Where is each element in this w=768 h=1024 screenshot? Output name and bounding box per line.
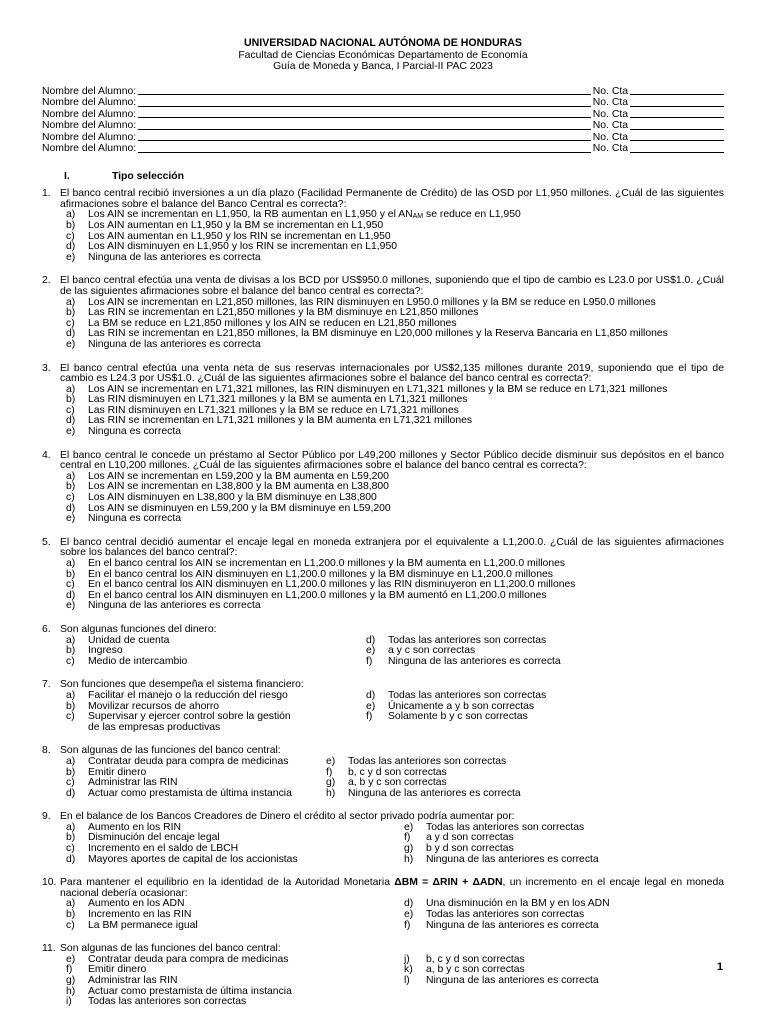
options-right-column [320, 757, 521, 799]
name-label: Nombre del Alumno: [42, 120, 137, 132]
option-letter: a) [66, 296, 76, 308]
option-text: Ingreso [88, 645, 123, 657]
question-item [42, 746, 724, 799]
option-subscript: AM [412, 213, 424, 221]
option-letter: a) [66, 755, 76, 767]
answer-option [60, 997, 398, 1008]
option-text: Las RIN se incrementan en L21,850 millones, la BM disminuye en L20,000 millones y la Reserva Bancaria en L1,850 millones [88, 328, 668, 340]
option-text: Ninguna es correcta [88, 426, 181, 438]
identity-formula: ΔBM = ΔRIN + ΔADN [394, 877, 503, 889]
option-text: Solamente b y c son correctas [388, 711, 528, 723]
question-stem: Son funciones que desempeña el sistema financiero: [60, 679, 304, 691]
cta-underline [630, 143, 724, 153]
section-number: I. [64, 170, 70, 182]
cta-label: No. Cta [592, 97, 628, 109]
option-text: Administrar las RIN [88, 777, 178, 789]
question-number: 4. [42, 449, 51, 461]
option-text: Todas las anteriores son correctas [88, 996, 247, 1008]
stem-part: , un incremento en el encaje legal en moneda nacional debería ocasionar: [60, 877, 725, 899]
option-text: Unidad de cuenta [88, 634, 170, 646]
cta-label: No. Cta [592, 85, 628, 97]
option-text: Ninguna de las anteriores es correcta [426, 919, 599, 931]
cta-label: No. Cta [592, 120, 628, 132]
option-letter: h) [66, 985, 76, 997]
student-name-row [42, 120, 724, 132]
option-text: Los AIN aumentan en L1,950 y los RIN se incrementan en L1,950 [88, 230, 391, 242]
answer-option [60, 514, 724, 525]
answer-option [60, 221, 724, 232]
option-text: Incremento en las RIN [88, 909, 192, 921]
answer-option [60, 559, 724, 570]
cta-underline [630, 120, 724, 130]
option-letter: d) [66, 853, 76, 865]
question-number: 2. [42, 275, 51, 287]
answer-option [60, 789, 320, 800]
question-stem: El banco central le concede un préstamo al Sector Público por L49,200 millones y Sector Público decide disminuir sus depósitos en el banco central en L10,200 millones. ¿Cuál de las siguientes afirmaciones sobre el balance del banco central es correcta?: [60, 449, 724, 472]
option-text: Las RIN se incrementan en L21,850 millones y la BM disminuye en L21,850 millones [88, 307, 479, 319]
question-item [42, 625, 724, 667]
option-text: b, c y d son correctas [348, 766, 447, 778]
options-list [60, 298, 724, 351]
option-letter: b) [66, 766, 76, 778]
option-letter: e) [66, 338, 76, 350]
answer-option [60, 712, 300, 733]
question-number: 1. [42, 188, 51, 200]
question-item [42, 680, 724, 733]
stem-part: Para mantener el equilibrio en la identidad de la Autoridad Monetaria [60, 877, 395, 889]
option-letter: c) [66, 492, 75, 504]
option-text: Los AIN se disminuyen en L59,200 y la BM disminuye en L59,200 [88, 502, 391, 514]
option-text: a, b y c son correctas [426, 964, 525, 976]
option-text: Ninguna de las anteriores es correcta [88, 338, 261, 350]
guide-title: Guía de Moneda y Banca, I Parcial-II PAC 2023 [273, 61, 493, 73]
option-letter: f) [366, 655, 373, 667]
question-stem: Son algunas funciones del dinero: [60, 623, 217, 635]
option-text: a, b y c son correctas [348, 777, 447, 789]
question-stem: Son algunas de las funciones del banco central: [60, 943, 281, 955]
option-letter: g) [66, 975, 76, 986]
option-text: Disminución del encaje legal [88, 832, 220, 844]
option-letter: i) [66, 996, 72, 1008]
option-text: En el banco central los AIN disminuyen en L1,200.0 millones y las RIN disminuyeron en L1,200.0 millones [88, 579, 576, 591]
option-letter: a) [66, 898, 76, 910]
options-list [60, 210, 724, 263]
option-text: Las RIN disminuyen en L71,321 millones y la BM se aumenta en L71,321 millones [88, 394, 468, 406]
option-text: Medio de intercambio [88, 655, 188, 667]
question-number: 6. [42, 623, 51, 635]
option-letter: b) [66, 307, 76, 319]
option-letter: c) [66, 655, 75, 667]
student-name-row [42, 132, 724, 144]
cta-label: No. Cta [592, 143, 628, 155]
option-letter: c) [66, 777, 75, 789]
options-list [60, 559, 724, 612]
option-text: Únicamente a y b son correctas [388, 700, 535, 712]
option-letter: f) [404, 919, 411, 931]
option-text: Todas las anteriores son correctas [348, 755, 507, 767]
answer-option [60, 976, 398, 987]
questions-list [42, 189, 724, 1008]
options-left-column [60, 823, 398, 865]
option-letter: g) [404, 843, 414, 855]
option-text: Actuar como prestamista de última instancia [88, 985, 292, 997]
option-letter: e) [404, 821, 414, 833]
option-text-part: se reduce en L1,950 [423, 209, 521, 221]
option-letter: b) [66, 481, 76, 493]
cta-underline [630, 132, 724, 142]
option-text: En el banco central los AIN disminuyen en L1,200.0 millones y la BM aumentó en L1,200.0 millones [88, 589, 547, 601]
option-text: Los AIN se incrementan en L71,321 millones, las RIN disminuyen en L71,321 millones y la BM se reduce en L71,321 millones [88, 383, 668, 395]
option-letter: c) [66, 579, 75, 591]
option-text: Aumento en los ADN [88, 898, 185, 910]
answer-option [60, 427, 724, 438]
name-label: Nombre del Alumno: [42, 108, 137, 120]
question-item [42, 812, 724, 865]
student-name-row [42, 109, 724, 121]
options-right-column [398, 899, 610, 931]
option-text: En el banco central los AIN disminuyen en L1,200.0 millones y la BM disminuye en L1,200.0 millones [88, 568, 553, 580]
option-letter: a) [66, 470, 76, 482]
option-text: La BM se reduce en L21,850 millones y los AIN se reducen en L21,850 millones [88, 317, 457, 329]
options-left-column [60, 636, 360, 668]
option-text: Emitir dinero [88, 766, 147, 778]
options-right-column [360, 691, 546, 733]
question-number: 7. [42, 679, 51, 691]
name-underline [138, 86, 591, 96]
option-letter: d) [66, 328, 76, 340]
answer-option [60, 601, 724, 612]
option-text: Emitir dinero [88, 964, 147, 976]
option-text: Todas las anteriores son correctas [388, 634, 547, 646]
answer-option [320, 789, 521, 800]
university-title: UNIVERSIDAD NACIONAL AUTÓNOMA DE HONDURAS [244, 37, 522, 49]
option-letter: a) [66, 209, 76, 221]
cta-label: No. Cta [592, 108, 628, 120]
option-letter: k) [404, 964, 413, 976]
option-text: Movilizar recursos de ahorro [88, 700, 220, 712]
option-text: Actuar como prestamista de última instancia [88, 787, 292, 799]
option-letter: d) [66, 589, 76, 601]
option-letter: e) [366, 645, 376, 657]
question-stem: El banco central efectúa una venta neta de sus reservas internacionales por US$2,135 millones durante 2019, suponiendo que el tipo de cambio es L24.3 por US$1.0. ¿Cuál de las siguientes afirmaciones sobre el balance del banco central es correcta?: [60, 362, 724, 385]
option-letter: b) [66, 645, 76, 657]
option-text: Ninguna de las anteriores es correcta [388, 655, 561, 667]
option-text: Todas las anteriores son correctas [388, 689, 547, 701]
option-text: Las RIN se incrementan en L71,321 millones y la BM aumenta en L71,321 millones [88, 415, 473, 427]
option-text: Administrar las RIN [88, 975, 178, 986]
name-underline [138, 143, 591, 153]
cta-underline [630, 109, 724, 119]
section-heading [42, 171, 724, 182]
option-letter: d) [404, 898, 414, 910]
question-stem: Son algunas de las funciones del banco central: [60, 745, 281, 757]
answer-option [60, 691, 300, 702]
option-letter: g) [326, 777, 336, 789]
option-text: Los AIN disminuyen en L38,800 y la BM disminuye en L38,800 [88, 492, 377, 504]
option-letter: h) [326, 787, 336, 799]
question-item [42, 189, 724, 263]
option-text: La BM permanece igual [88, 919, 198, 931]
name-underline [138, 109, 591, 119]
question-number: 5. [42, 536, 51, 548]
section-title: Tipo selección [112, 170, 184, 182]
option-letter: c) [66, 404, 75, 416]
student-name-row [42, 97, 724, 109]
option-text: Los AIN se incrementan en L59,200 y la BM aumenta en L59,200 [88, 470, 389, 482]
option-text: Las RIN disminuyen en L71,321 millones y la BM se reduce en L71,321 millones [88, 404, 459, 416]
option-text: Ninguna de las anteriores es correcta [348, 787, 521, 799]
question-item [42, 364, 724, 438]
question-number: 9. [42, 811, 51, 823]
question-stem [60, 878, 724, 899]
option-letter: c) [66, 317, 75, 329]
option-letter: b) [66, 568, 76, 580]
cta-underline [630, 86, 724, 96]
option-text: Contratar deuda para compra de medicinas [88, 953, 289, 965]
option-text: Los AIN aumentan en L1,950 y la BM se incrementan en L1,950 [88, 219, 384, 231]
question-item [42, 878, 724, 931]
option-letter: d) [66, 241, 76, 253]
option-text: Ninguna de las anteriores es correcta [88, 600, 261, 612]
option-letter: b) [66, 909, 76, 921]
question-stem: El banco central recibió inversiones a un día plazo (Facilidad Permanente de Crédito) de las OSD por L1,950 millones. ¿Cuál de las siguientes afirmaciones sobre el balance del Banco Central es correcta?: [60, 188, 724, 210]
option-letter: f) [66, 964, 73, 976]
option-letter: a) [66, 383, 76, 395]
document-page [42, 0, 724, 1008]
option-text: Los AIN disminuyen en L1,950 y los RIN se incrementan en L1,950 [88, 241, 398, 253]
option-text: Ninguna de las anteriores es correcta [426, 975, 599, 986]
option-letter: e) [66, 953, 76, 965]
options-left-column [60, 899, 398, 931]
options-left-column [60, 691, 360, 733]
option-letter: c) [66, 843, 75, 855]
option-text: b y d son correctas [426, 843, 514, 855]
option-letter: a) [66, 689, 76, 701]
option-text: Mayores aportes de capital de los accionistas [88, 853, 298, 865]
option-text: Ninguna de las anteriores es correcta [88, 251, 261, 263]
name-label: Nombre del Alumno: [42, 85, 137, 97]
answer-option [60, 340, 724, 351]
option-letter: f) [326, 766, 333, 778]
answer-option [398, 921, 610, 932]
options-list [60, 472, 724, 525]
option-text: b, c y d son correctas [426, 953, 525, 965]
name-underline [138, 97, 591, 107]
options-left-column [60, 955, 398, 1008]
option-text: Ninguna es correcta [88, 513, 181, 525]
answer-option [60, 855, 398, 866]
cta-underline [630, 97, 724, 107]
answer-option [60, 757, 320, 768]
option-letter: e) [66, 513, 76, 525]
option-text: Los AIN se incrementan en L21,850 millones, las RIN disminuyen en L950.0 millones y la BM se reduce en L950.0 millones [88, 296, 656, 308]
option-text: Todas las anteriores son correctas [426, 909, 585, 921]
options-columns [60, 899, 724, 931]
option-letter: d) [366, 689, 376, 701]
options-right-column [360, 636, 561, 668]
question-number: 8. [42, 745, 51, 757]
option-letter: b) [66, 394, 76, 406]
answer-option [360, 691, 546, 702]
option-letter: a) [66, 821, 76, 833]
option-text: Ninguna de las anteriores es correcta [426, 853, 599, 865]
option-letter: c) [66, 230, 75, 242]
answer-option [60, 657, 360, 668]
question-stem: En el balance de los Bancos Creadores de Dinero el crédito al sector privado podría aumentar por: [60, 811, 515, 823]
option-text-part: Los AIN se incrementan en L1,950, la RB aumentan en L1,950 y el AN [88, 209, 413, 221]
question-number: 11. [42, 943, 56, 955]
options-right-column [398, 823, 599, 865]
option-text: Supervisar y ejercer control sobre la gestión de las empresas productivas [88, 711, 291, 733]
options-columns [60, 757, 724, 799]
option-letter: a) [66, 558, 76, 569]
answer-option [60, 921, 398, 932]
option-letter: e) [66, 251, 76, 263]
option-letter: e) [366, 700, 376, 712]
name-label: Nombre del Alumno: [42, 97, 137, 109]
option-letter: b) [66, 219, 76, 231]
option-letter: d) [66, 787, 76, 799]
answer-option [398, 976, 599, 987]
option-letter: c) [66, 919, 75, 931]
question-item [42, 276, 724, 350]
option-letter: b) [66, 832, 76, 844]
option-letter: e) [326, 755, 336, 767]
option-letter: c) [66, 711, 75, 723]
option-text: a y c son correctas [388, 645, 476, 657]
option-letter: d) [66, 415, 76, 427]
option-text: En el banco central los AIN se incrementan en L1,200.0 millones y la BM aumenta en L1,200.0 millones [88, 558, 566, 569]
question-stem: El banco central decidió aumentar el encaje legal en moneda extranjera por el equivalente a L1,200.0. ¿Cuál de las siguientes afirmaciones sobre los balances del banco central?: [60, 536, 724, 559]
page-number: 1 [716, 961, 723, 973]
answer-option [320, 757, 521, 768]
options-list [60, 385, 724, 438]
question-item [42, 538, 724, 612]
option-letter: e) [66, 426, 76, 438]
option-letter: e) [404, 909, 414, 921]
option-letter: a) [66, 634, 76, 646]
question-number: 10. [42, 877, 57, 889]
student-name-fields [42, 86, 724, 155]
student-name-row [42, 86, 724, 98]
question-item [42, 451, 724, 525]
name-label: Nombre del Alumno: [42, 131, 137, 143]
options-right-column [398, 955, 599, 1008]
options-columns [60, 823, 724, 865]
option-letter: d) [66, 502, 76, 514]
answer-option [60, 253, 724, 264]
options-left-column [60, 757, 320, 799]
option-letter: h) [404, 853, 414, 865]
option-text: a y d son correctas [426, 832, 514, 844]
name-underline [138, 132, 591, 142]
faculty-line: Facultad de Ciencias Económicas Departamento de Economía [238, 49, 528, 61]
option-letter: j) [404, 953, 410, 965]
student-name-row [42, 143, 724, 155]
name-label: Nombre del Alumno: [42, 143, 137, 155]
question-item [42, 944, 724, 1008]
option-text: Todas las anteriores son correctas [426, 821, 585, 833]
option-text: Aumento en los RIN [88, 821, 181, 833]
options-columns [60, 955, 724, 1008]
option-letter: l) [404, 975, 410, 986]
question-number: 3. [42, 362, 51, 374]
question-stem: El banco central efectúa una venta de divisas a los BCD por US$950.0 millones, suponiendo que el tipo de cambio es L23.0 por US$1.0. ¿Cuál de las siguientes afirmaciones sobre el balance del banco central es correcta?: [60, 275, 724, 297]
answer-option [398, 855, 599, 866]
document-header [42, 38, 724, 73]
option-letter: d) [366, 634, 376, 646]
option-text: Incremento en el saldo de LBCH [88, 843, 239, 855]
option-letter: e) [66, 600, 76, 612]
option-text: Facilitar el manejo o la reducción del riesgo [88, 689, 288, 701]
answer-option [360, 657, 561, 668]
option-text: Una disminución en la BM y en los ADN [426, 898, 610, 910]
answer-option [360, 712, 546, 723]
option-letter: f) [404, 832, 411, 844]
option-letter: f) [366, 711, 373, 723]
option-letter: b) [66, 700, 76, 712]
cta-label: No. Cta [592, 131, 628, 143]
option-text: Los AIN se incrementan en L38,800 y la BM aumenta en L38,800 [88, 481, 389, 493]
options-columns [60, 691, 724, 733]
options-columns [60, 636, 724, 668]
name-underline [138, 120, 591, 130]
option-text: Contratar deuda para compra de medicinas [88, 755, 289, 767]
